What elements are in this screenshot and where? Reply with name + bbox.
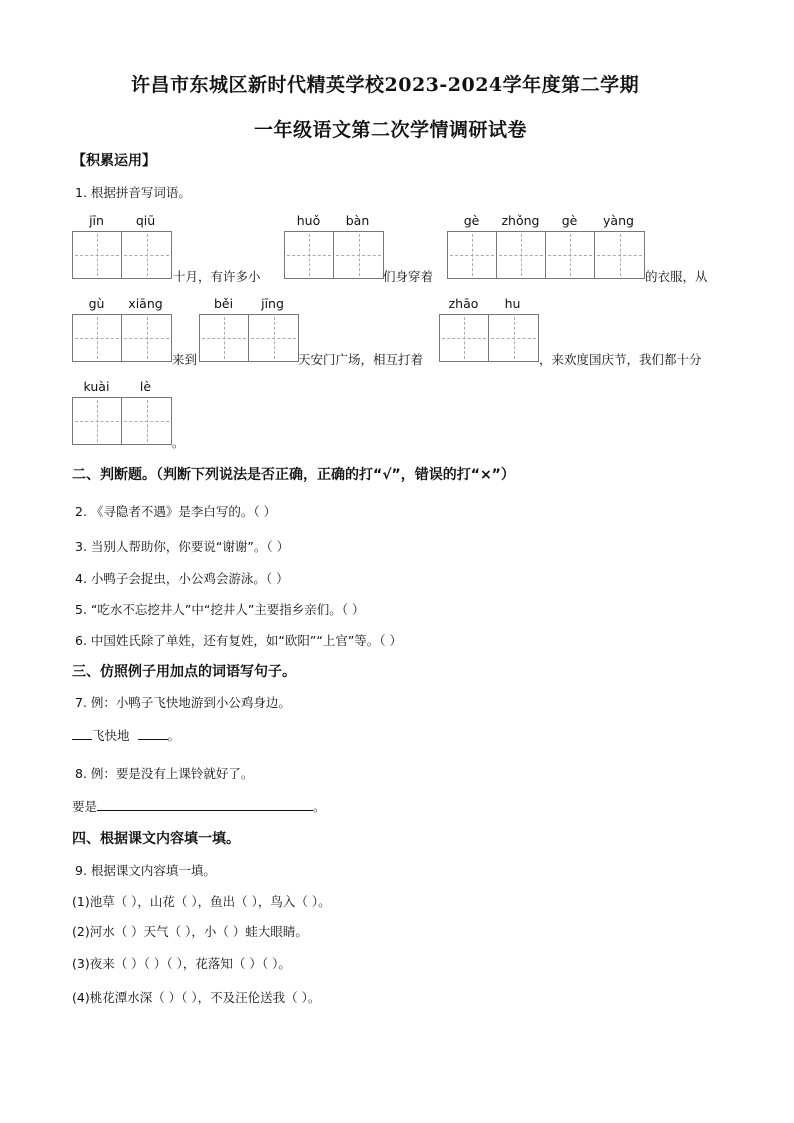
question-8-answer (72, 797, 326, 815)
exam-title-line2: 一年级语文第二次学情调研试卷 (254, 119, 528, 141)
fill-line: (1)池草（ ），山花（ ），鱼出（ ），鸟入（ ）。 (72, 894, 331, 909)
blank-line[interactable] (72, 727, 92, 740)
writing-grid-guxiang[interactable] (72, 314, 172, 362)
writing-grid-jinqiu[interactable] (72, 231, 172, 279)
writing-grid-huoban[interactable] (284, 231, 384, 279)
pinyin: lè (139, 379, 152, 394)
sentence-text: 们身穿着 (383, 269, 434, 284)
writing-grid-zhaohu[interactable] (439, 314, 539, 362)
judge-item: 6. 中国姓氏除了单姓，还有复姓，如“欧阳”“上官”等。（ ） (75, 633, 403, 648)
writing-grid-kuaile[interactable] (72, 397, 172, 445)
pinyin: yàng (603, 213, 634, 228)
fill-word: 要是 (72, 799, 98, 814)
pinyin: huǒ (296, 213, 321, 228)
question-7-answer (72, 726, 180, 744)
section-3-heading: 三、仿照例子用加点的词语写句子。 (72, 664, 296, 680)
pinyin: hu (504, 296, 521, 311)
section-2-heading: 二、判断题。（判断下列说法是否正确，正确的打“√”，错误的打“×”） (72, 467, 515, 483)
fill-line: (4)桃花潭水深（ ）（ ），不及汪伦送我（ ）。 (72, 990, 321, 1005)
question-7-example: 7. 例：小鸭子飞快地游到小公鸡身边。 (75, 695, 291, 710)
blank-line[interactable] (138, 727, 168, 740)
blank-line[interactable] (97, 798, 313, 811)
sentence-end: 。 (167, 728, 181, 743)
sentence-end: 。 (172, 435, 185, 450)
sentence-text: 来到 (172, 352, 198, 367)
pinyin: běi (213, 296, 234, 311)
sentence-end: 。 (313, 799, 326, 814)
pinyin: gù (88, 296, 105, 311)
question-1-prompt: 1. 根据拼音写词语。 (75, 185, 191, 200)
judge-item: 5. “吃水不忘挖井人”中“挖井人”主要指乡亲们。（ ） (75, 602, 365, 617)
pinyin: gè (463, 213, 480, 228)
fill-word: 飞快地 (92, 728, 130, 743)
sentence-text: 天安门广场，相互打着 (298, 352, 424, 367)
question-8-example: 8. 例：要是没有上课铃就好了。 (75, 766, 254, 781)
exam-title-line1: 许昌市东城区新时代精英学校2023-2024学年度第二学期 (131, 74, 640, 96)
judge-item: 4. 小鸭子会捉虫，小公鸡会游泳。（ ） (75, 571, 289, 586)
pinyin: kuài (83, 379, 110, 394)
fill-line: (3)夜来（ ）（ ）（ ），花落知（ ）（ ）。 (72, 956, 291, 971)
sentence-text: 的衣服，从 (645, 269, 708, 284)
judge-item: 3. 当别人帮助你，你要说“谢谢”。（ ） (75, 539, 290, 554)
section-4-heading: 四、根据课文内容填一填。 (72, 831, 240, 847)
judge-item: 2. 《寻隐者不遇》是李白写的。（ ） (75, 504, 277, 519)
sentence-text: ，来欢度国庆节，我们都十分 (539, 352, 702, 367)
sentence-text: 十月，有许多小 (173, 269, 261, 284)
pinyin: bàn (345, 213, 370, 228)
pinyin: jīn (89, 213, 104, 228)
pinyin: zhāo (448, 296, 479, 311)
pinyin: qiū (135, 213, 156, 228)
pinyin: gè (561, 213, 578, 228)
pinyin: jīng (261, 296, 284, 311)
writing-grid-gezhonggeyang[interactable] (447, 231, 645, 279)
pinyin: xiāng (128, 296, 163, 311)
question-9-prompt: 9. 根据课文内容填一填。 (75, 863, 216, 878)
section-accumulate-heading: 【积累运用】 (72, 153, 156, 169)
pinyin: zhǒng (501, 213, 540, 228)
writing-grid-beijing[interactable] (199, 314, 299, 362)
fill-line: (2)河水（ ）天气（ ），小（ ）蛙大眼睛。 (72, 924, 308, 939)
